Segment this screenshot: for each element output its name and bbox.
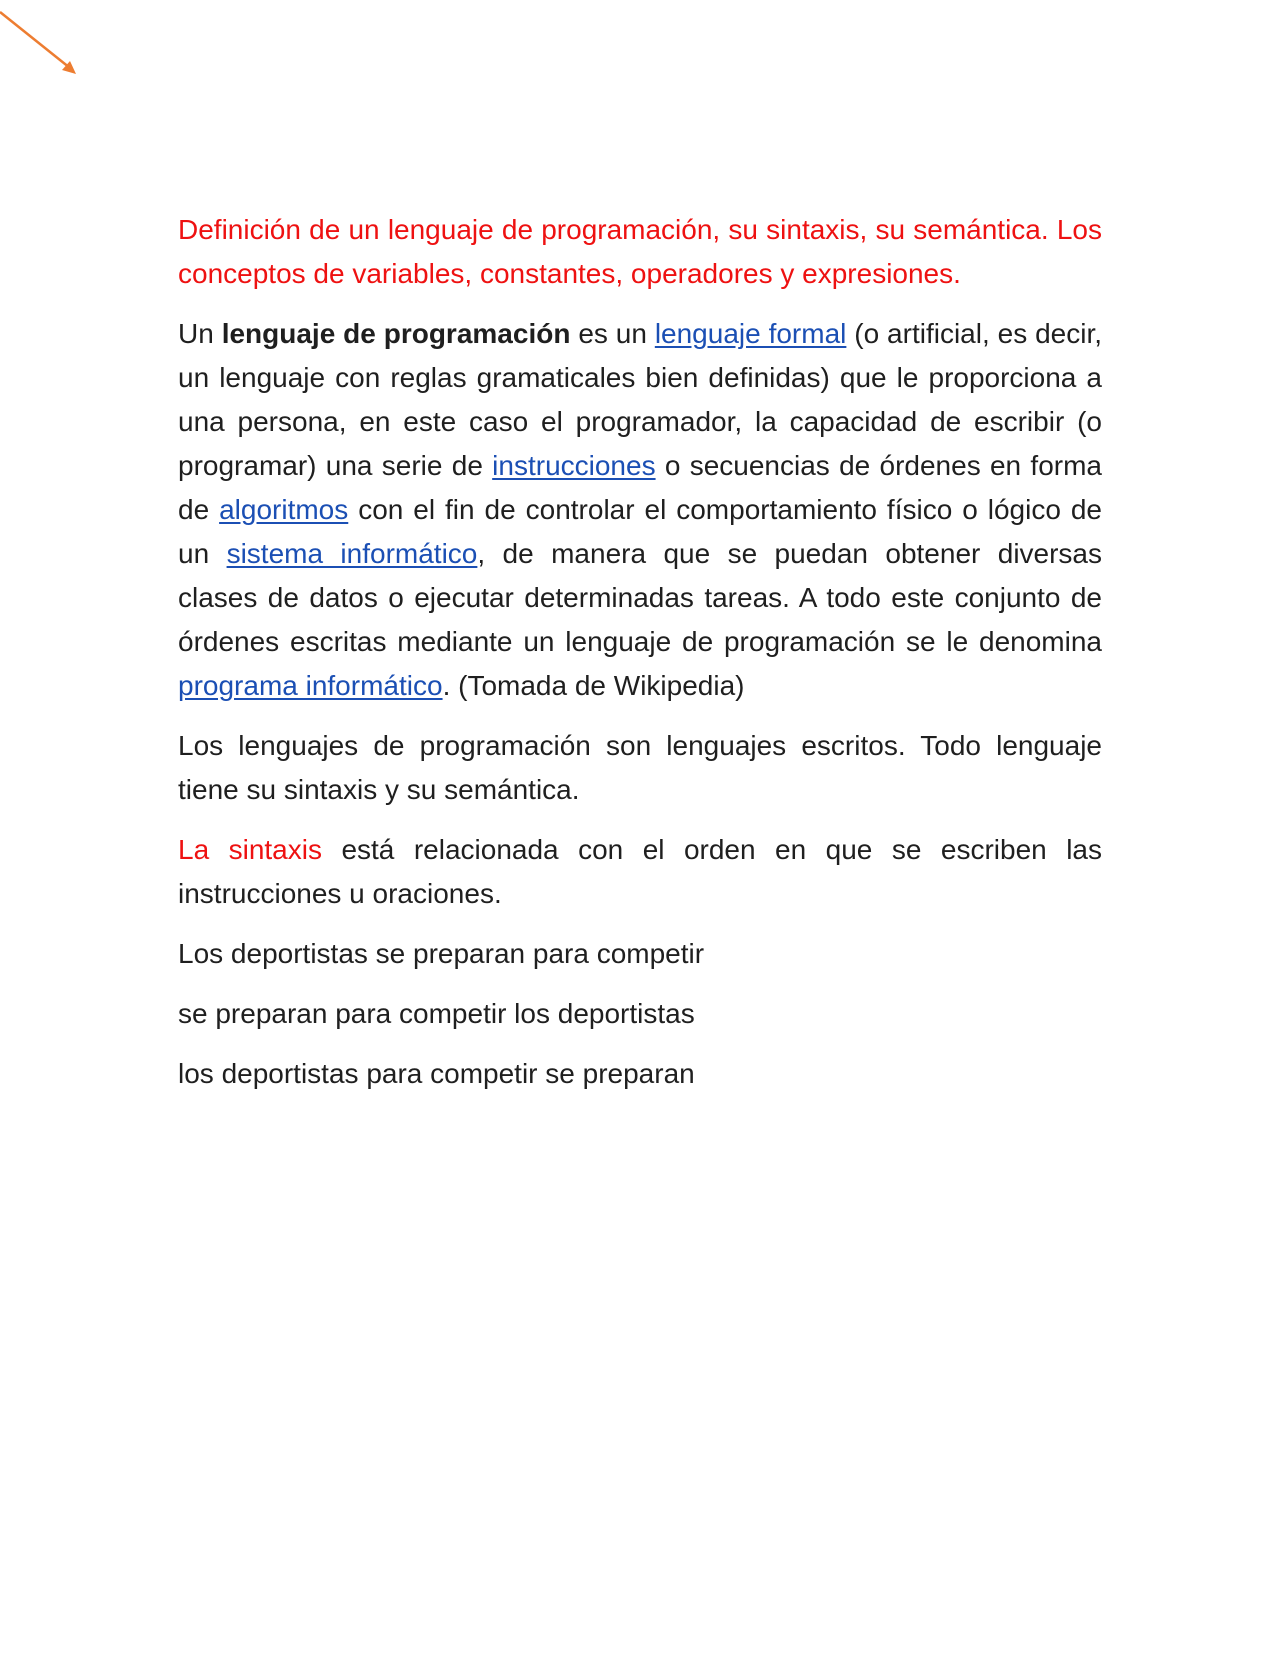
example-sentence-2: se preparan para competir los deportistas: [178, 998, 695, 1029]
text-run: Un: [178, 318, 222, 349]
link-sistema-informatico[interactable]: sistema informático: [226, 538, 478, 569]
syntax-term: La sintaxis: [178, 834, 322, 865]
text-run: está relacionada con el orden en que se escriben las instrucciones u oraciones.: [178, 834, 1102, 909]
syntax-paragraph: [178, 828, 1102, 916]
link-lenguaje-formal[interactable]: lenguaje formal: [654, 318, 847, 349]
text-run: . (Tomada de Wikipedia): [442, 670, 745, 701]
written-languages-paragraph: Los lenguajes de programación son lenguajes escritos. Todo lenguaje tiene su sintaxis y su semántica.: [178, 730, 1102, 805]
example-sentence-1: Los deportistas se preparan para competir: [178, 938, 705, 969]
arrow-annotation-icon: [0, 0, 90, 90]
link-algoritmos[interactable]: algoritmos: [219, 494, 349, 525]
link-instrucciones[interactable]: instrucciones: [492, 450, 656, 481]
text-run: (o artificial, es decir, un lenguaje con reglas gramaticales bien definidas) que le proporciona a una persona, en este caso el programador, la capacidad de escribir (o programar) una serie de: [178, 318, 1103, 481]
bold-term: lenguaje de programación: [221, 318, 571, 349]
text-run: o secuencias de órdenes en forma de: [178, 450, 1102, 525]
definition-paragraph: [178, 312, 1102, 708]
document-body: [178, 208, 1102, 1112]
text-run: es un: [570, 318, 655, 349]
example-sentence-3: los deportistas para competir se preparan: [178, 1058, 695, 1089]
text-run: con el fin de controlar el comportamiento físico o lógico de un: [178, 494, 1102, 569]
section-heading: Definición de un lenguaje de programación, su sintaxis, su semántica. Los conceptos de variables, constantes, operadores y expresiones.: [178, 214, 1102, 289]
link-programa-informatico[interactable]: programa informático: [178, 670, 443, 701]
text-run: , de manera que se puedan obtener diversas clases de datos o ejecutar determinadas tareas. A todo este conjunto de órdenes escritas mediante un lenguaje de programación se le denomina: [178, 538, 1103, 657]
